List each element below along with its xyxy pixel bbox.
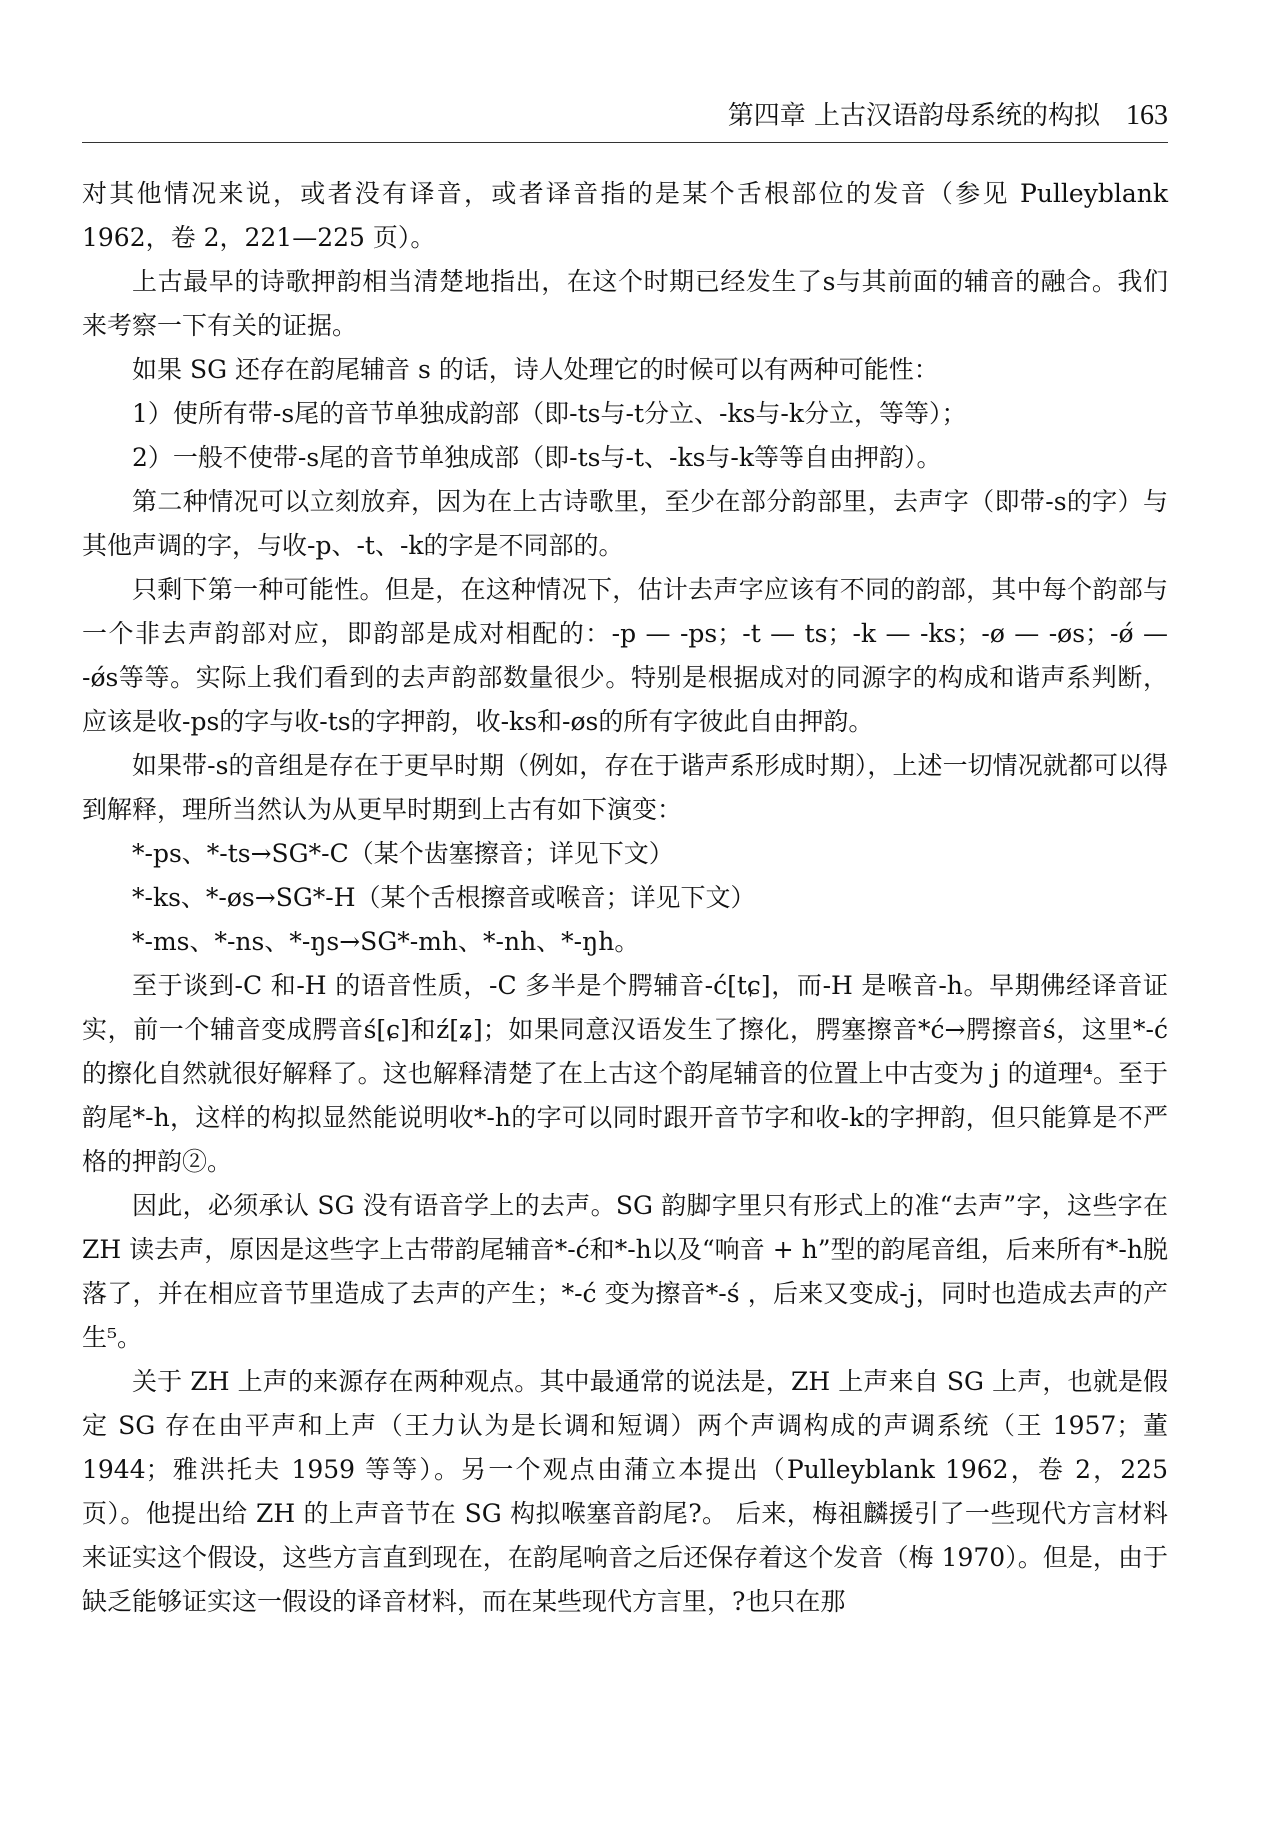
paragraph: 对其他情况来说，或者没有译音，或者译音指的是某个舌根部位的发音（参见 Pulleyblank 1962，卷 2，221—225 页）。: [82, 179, 1168, 252]
formula-line: *-ps、*-ts→SG*-C（某个齿塞擦音；详见下文）: [132, 839, 674, 868]
chapter-title: 第四章 上古汉语韵母系统的构拟: [727, 101, 1100, 131]
formula-line: *-ms、*-ns、*-ŋs→SG*-mh、*-nh、*-ŋh。: [132, 927, 640, 956]
page-number: 163: [1126, 100, 1168, 131]
paragraph: 如果带-s的音组是存在于更早时期（例如，存在于谐声系形成时期），上述一切情况就都可以得到解释，理所当然认为从更早时期到上古有如下演变：: [82, 751, 1168, 824]
running-header: [728, 95, 1168, 132]
list-item: 2）一般不使带-s尾的音节单独成部（即-ts与-t、-ks与-k等等自由押韵）。: [132, 443, 942, 472]
list-item: 1）使所有带-s尾的音节单独成韵部（即-ts与-t分立、-ks与-k分立，等等）；: [132, 399, 967, 428]
formula-line: *-ks、*-øs→SG*-H（某个舌根擦音或喉音；详见下文）: [132, 883, 756, 912]
paragraph: 关于 ZH 上声的来源存在两种观点。其中最通常的说法是，ZH 上声来自 SG 上声，也就是假定 SG 存在由平声和上声（王力认为是长调和短调）两个声调构成的声调系统（王 1957；董 1944；雅洪托夫 1959 等等）。另一个观点由蒲立本提出（Pulleyblank 1962，卷 2，225 页）。他提出给 ZH 的上声音节在 SG 构拟喉塞音韵尾?。 后来，梅祖麟援引了一些现代方言材料来证实这个假设，这些方言直到现在，在韵尾响音之后还保存着这个发音（梅 1970）。但是，由于缺乏能够证实这一假设的译音材料，而在某些现代方言里，?也只在那: [82, 1367, 1168, 1616]
body-text: [82, 172, 1168, 1624]
paragraph: 上古最早的诗歌押韵相当清楚地指出，在这个时期已经发生了s与其前面的辅音的融合。我们来考察一下有关的证据。: [82, 267, 1168, 340]
paragraph: 如果 SG 还存在韵尾辅音 s 的话，诗人处理它的时候可以有两种可能性：: [132, 355, 939, 384]
paragraph: 只剩下第一种可能性。但是，在这种情况下，估计去声字应该有不同的韵部，其中每个韵部与一个非去声韵部对应，即韵部是成对相配的：-p — -ps；-t — ts；-k — -ks；-ø — -øs；-ǿ — -ǿs等等。实际上我们看到的去声韵部数量很少。特别是根据成对的同源字的构成和谐声系判断，应该是收-ps的字与收-ts的字押韵，收-ks和-øs的所有字彼此自由押韵。: [82, 575, 1168, 736]
paragraph: 至于谈到-C 和-H 的语音性质，-C 多半是个腭辅音-ć[tɕ]，而-H 是喉音-h。早期佛经译音证实，前一个辅音变成腭音ś[ɕ]和ź[ʑ]；如果同意汉语发生了擦化，腭塞擦音*ć→腭擦音ś，这里*-ć的擦化自然就很好解释了。这也解释清楚了在上古这个韵尾辅音的位置上中古变为 j 的道理⁴。至于韵尾*-h，这样的构拟显然能说明收*-h的字可以同时跟开音节字和收-k的字押韵，但只能算是不严格的押韵②。: [82, 971, 1168, 1176]
header-rule: [82, 142, 1168, 143]
paragraph: 因此，必须承认 SG 没有语音学上的去声。SG 韵脚字里只有形式上的准“去声”字，这些字在 ZH 读去声，原因是这些字上古带韵尾辅音*-ć和*-h以及“响音 + h”型的韵尾音组，后来所有*-h脱落了，并在相应音节里造成了去声的产生；*-ć 变为擦音*-ś ，后来又变成-j，同时也造成去声的产生⁵。: [82, 1191, 1168, 1352]
paragraph: 第二种情况可以立刻放弃，因为在上古诗歌里，至少在部分韵部里，去声字（即带-s的字）与其他声调的字，与收-p、-t、-k的字是不同部的。: [82, 487, 1168, 560]
